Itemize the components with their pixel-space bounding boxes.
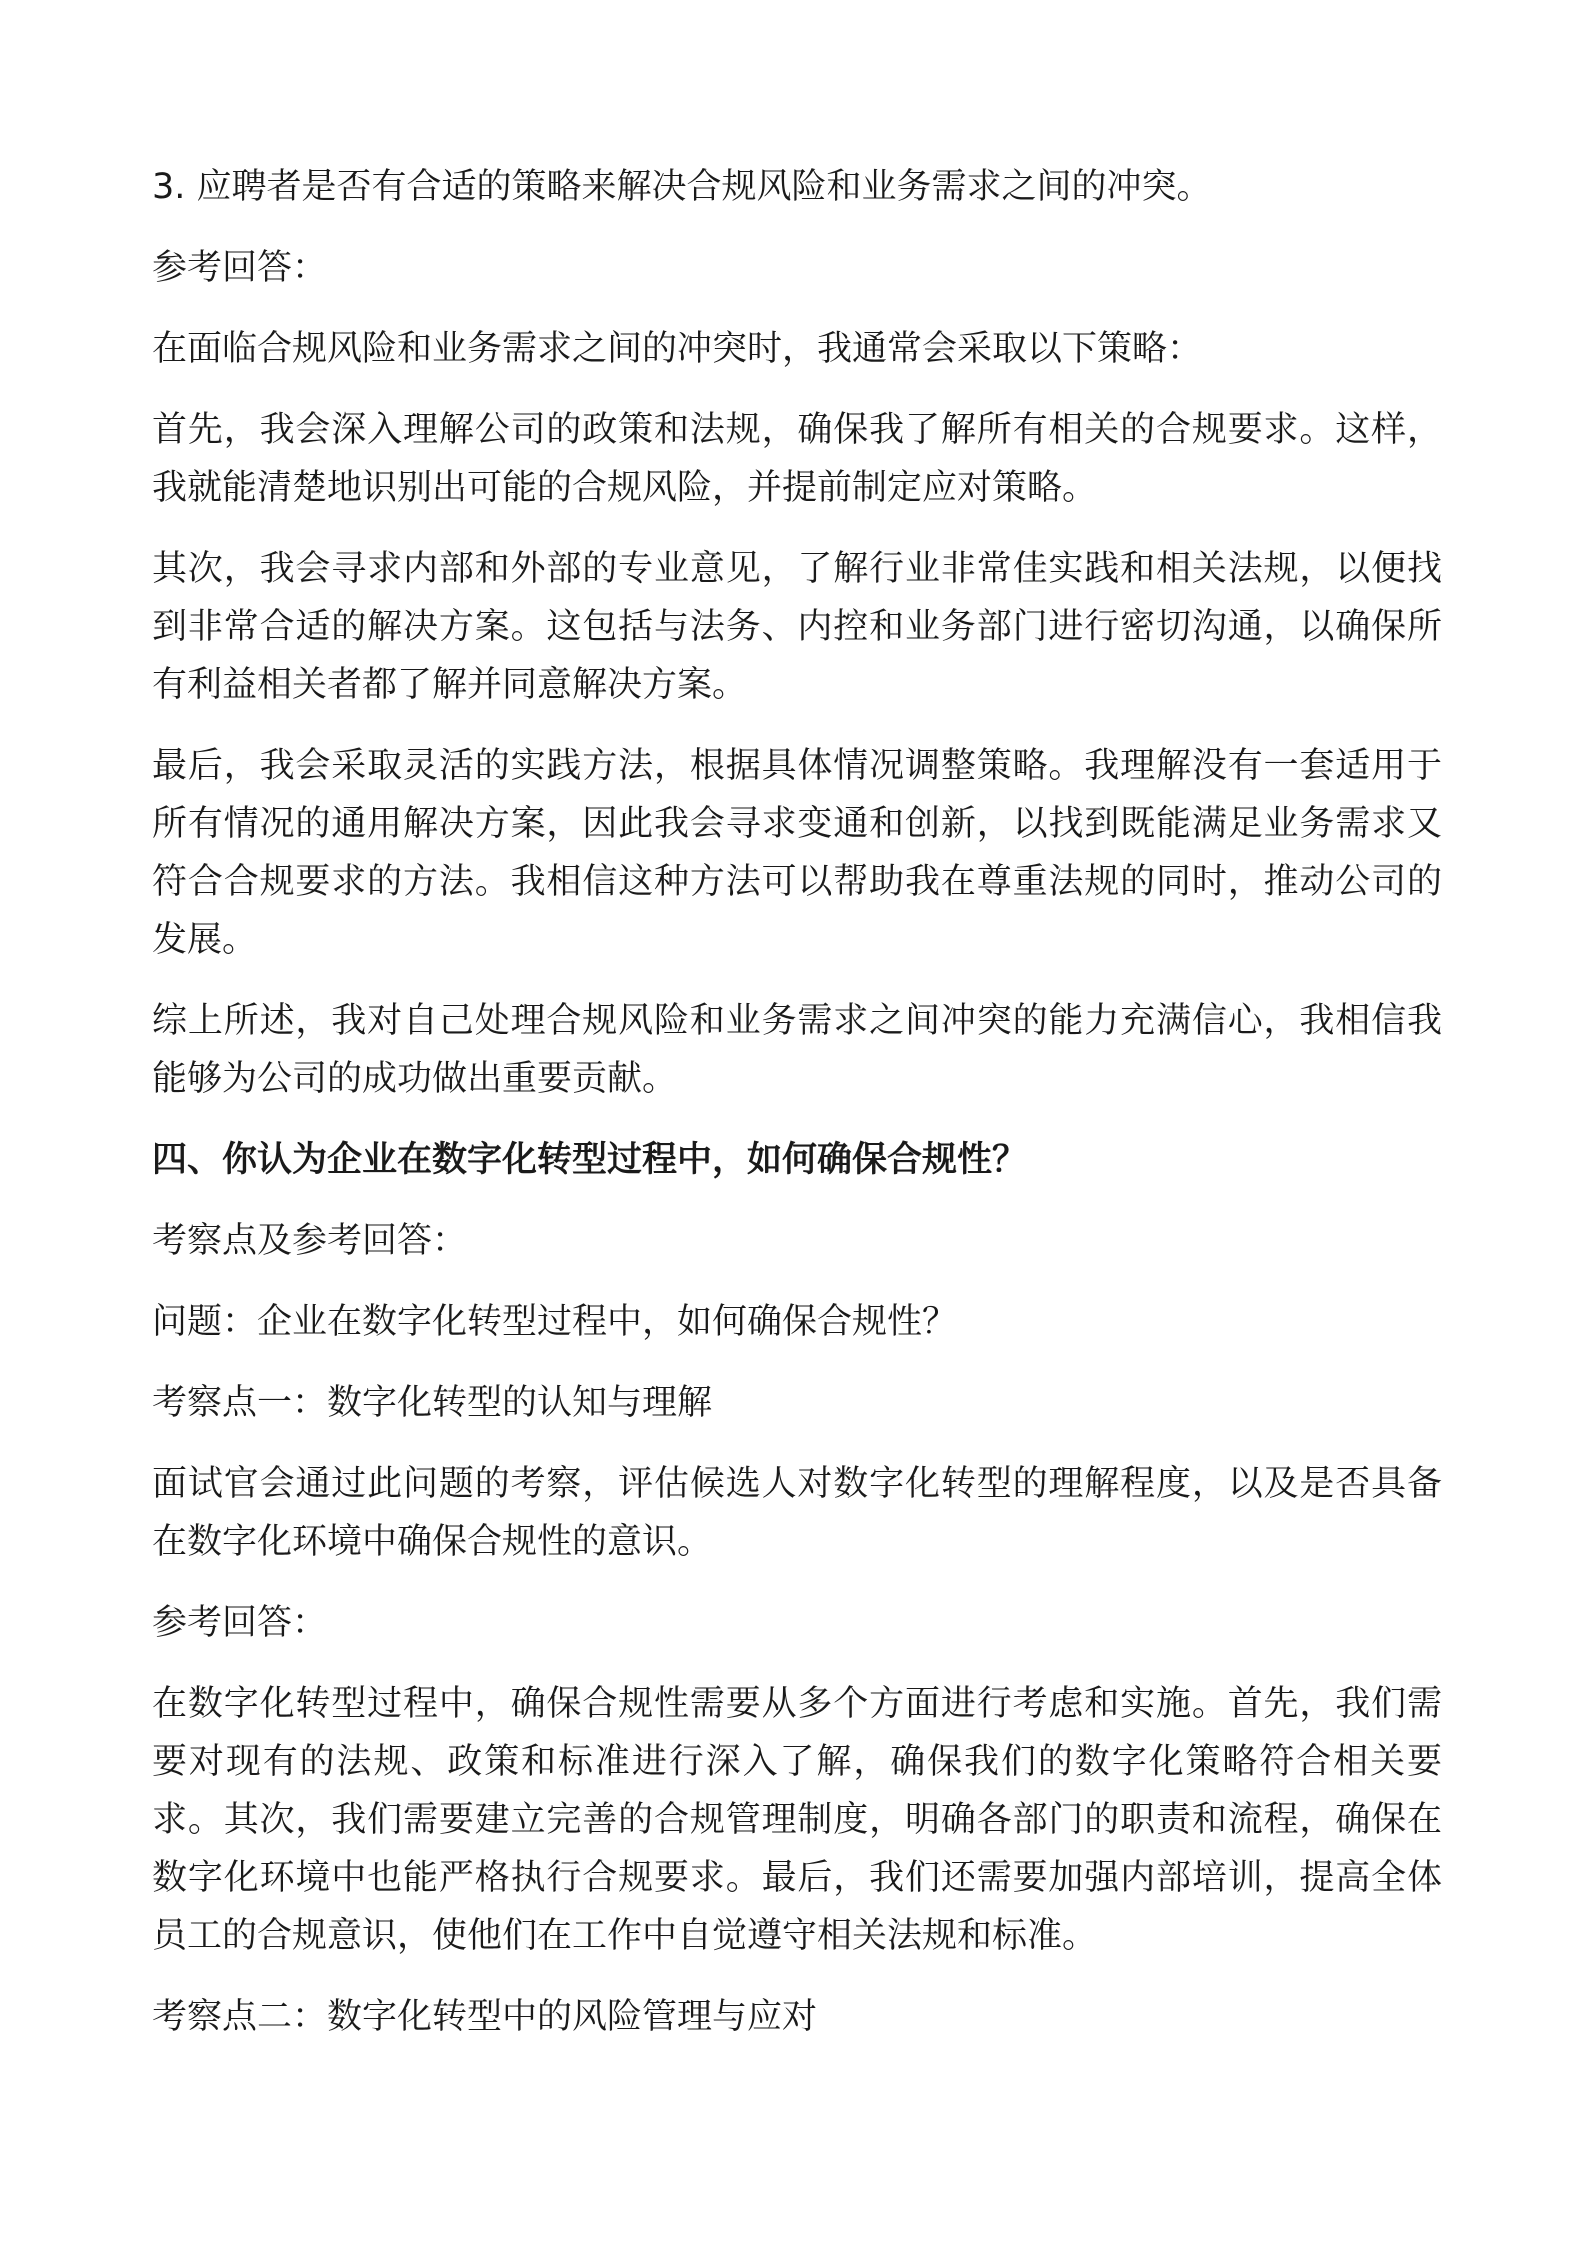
assessment-label: 考察点及参考回答： [152, 1221, 468, 1261]
assessment-point-1: 考察点一：数字化转型的认知与理解 [152, 1383, 713, 1423]
answer-paragraph-first: 首先，我会深入理解公司的政策和法规，确保我了解所有相关的合规要求。这样，我就能清楚地识别出可能的合规风险，并提前制定应对策略。 [152, 410, 1442, 508]
reference-answer-label-2: 参考回答： [152, 1603, 328, 1643]
document-body [152, 158, 1442, 2069]
reference-answer-body: 在数字化转型过程中，确保合规性需要从多个方面进行考虑和实施。首先，我们需要对现有的法规、政策和标准进行深入了解，确保我们的数字化策略符合相关要求。其次，我们需要建立完善的合规管理制度，明确各部门的职责和流程，确保在数字化环境中也能严格执行合规要求。最后，我们还需要加强内部培训，提高全体员工的合规意识，使他们在工作中自觉遵守相关法规和标准。 [152, 1684, 1442, 1956]
question-3-title: 3. 应聘者是否有合适的策略来解决合规风险和业务需求之间的冲突。 [152, 167, 1212, 207]
answer-summary: 综上所述，我对自己处理合规风险和业务需求之间冲突的能力充满信心，我相信我能够为公司的成功做出重要贡献。 [152, 1001, 1442, 1099]
question-text: 问题：企业在数字化转型过程中，如何确保合规性？ [152, 1302, 958, 1342]
assessment-point-1-description: 面试官会通过此问题的考察，评估候选人对数字化转型的理解程度，以及是否具备在数字化环境中确保合规性的意识。 [152, 1464, 1442, 1562]
assessment-point-2: 考察点二：数字化转型中的风险管理与应对 [152, 1997, 818, 2037]
section-4-heading: 四、你认为企业在数字化转型过程中，如何确保合规性？ [152, 1140, 1028, 1180]
reference-answer-label: 参考回答： [152, 248, 328, 288]
answer-intro: 在面临合规风险和业务需求之间的冲突时，我通常会采取以下策略： [152, 329, 1203, 369]
answer-paragraph-second: 其次，我会寻求内部和外部的专业意见，了解行业非常佳实践和相关法规，以便找到非常合适的解决方案。这包括与法务、内控和业务部门进行密切沟通，以确保所有利益相关者都了解并同意解决方案。 [152, 549, 1442, 705]
answer-paragraph-last: 最后，我会采取灵活的实践方法，根据具体情况调整策略。我理解没有一套适用于所有情况的通用解决方案，因此我会寻求变通和创新，以找到既能满足业务需求又符合合规要求的方法。我相信这种方法可以帮助我在尊重法规的同时，推动公司的发展。 [152, 746, 1442, 960]
